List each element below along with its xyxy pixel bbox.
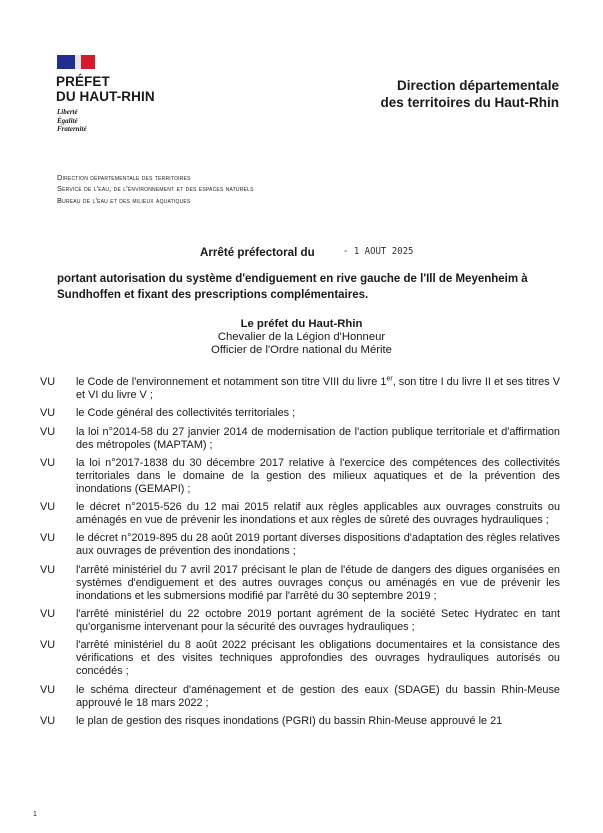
vu-text-main: la loi n°2014-58 du 27 janvier 2014 de modernisation de l'action publique territoriale et d'affirmation des métropoles (MAPTAM) ;	[76, 425, 560, 451]
vu-text	[76, 407, 560, 420]
prefet-signatory-block	[0, 318, 603, 357]
arrete-label: Arrêté préfectoral du	[200, 246, 315, 259]
vu-text-main: le Code de l'environnement et notamment son titre VIII du livre 1	[76, 376, 387, 388]
vu-text-main: le plan de gestion des risques inondations (PGRI) du bassin Rhin-Meuse approuvé le 21	[76, 714, 503, 727]
vu-label: VU	[40, 563, 56, 576]
vu-text	[76, 457, 560, 496]
vu-label: VU	[40, 376, 56, 388]
vu-label: VU	[40, 714, 56, 727]
vu-item	[40, 564, 560, 603]
vu-text-main: le schéma directeur d'aménagement et de gestion des eaux (SDAGE) du bassin Rhin-Meuse approuvé le 18 mars 2022 ;	[76, 683, 560, 709]
prefet-line-2: DU HAUT-RHIN	[56, 89, 155, 104]
service-line-1: Direction départementale des territoires	[57, 173, 191, 182]
vu-text	[76, 639, 560, 678]
marianne-flag-icon	[57, 55, 97, 69]
vu-text	[76, 376, 560, 402]
vu-text-main: le Code général des collectivités territoriales ;	[76, 407, 296, 420]
vu-item	[40, 715, 560, 728]
vu-text-main: le décret n°2019-895 du 28 août 2019 portant diverses dispositions d'adaptation des règles relatives aux ouvrages de prévention des inondations ;	[76, 532, 560, 558]
motto-egalite: Égalité	[57, 116, 78, 125]
direction-line-2: des territoires du Haut-Rhin	[380, 95, 559, 110]
vu-text-main: la loi n°2017-1838 du 30 décembre 2017 relative à l'exercice des compétences des collectivités territoriales dans le domaine de la gestion des milieux aquatiques et de la prévention des inondations (GEMAPI) ;	[76, 456, 560, 495]
vu-text	[76, 715, 560, 728]
vu-text-main: l'arrêté ministériel du 7 avril 2017 précisant le plan de l'étude de dangers des digues organisées en systèmes d'endiguement et des autres ouvrages conçus ou aménagés en vue de prévenir les inondations et les submersions modifié par l'arrêté du 30 septembre 2019 ;	[76, 563, 560, 602]
vu-label: VU	[40, 456, 56, 469]
arrete-title: portant autorisation du système d'endiguement en rive gauche de l'Ill de Meyenheim à Sundhoffen et fixant des prescriptions complémentaires.	[57, 273, 528, 301]
service-line-3: Bureau de l'eau et des milieux aquatiques	[57, 195, 191, 205]
page-number: 1	[33, 811, 37, 818]
issuing-direction	[380, 77, 559, 111]
prefet-line-1: PRÉFET	[56, 74, 110, 89]
vu-label: VU	[40, 425, 56, 438]
vu-item	[40, 426, 560, 452]
service-block	[57, 172, 254, 206]
prefet-distinction-2: Officier de l'Ordre national du Mérite	[211, 344, 392, 356]
direction-line-1: Direction départementale	[396, 78, 559, 93]
vu-text	[76, 501, 560, 527]
vu-text	[76, 532, 560, 558]
vu-label: VU	[40, 501, 56, 514]
vu-label: VU	[40, 608, 56, 621]
motto-liberte: Liberté	[57, 108, 78, 116]
prefecture-name	[56, 74, 155, 104]
vu-label: VU	[40, 639, 56, 652]
vu-text-main: le décret n°2015-526 du 12 mai 2015 relatif aux règles applicables aux ouvrages construits ou aménagés en vue de prévenir les inondations et aux règles de sûreté des ouvrages hydrauliques ;	[76, 501, 560, 527]
vu-label: VU	[40, 532, 56, 545]
republic-motto	[57, 108, 87, 134]
vu-text-main: l'arrêté ministériel du 8 août 2022 précisant les obligations documentaires et la consistance des vérifications et des visites techniques approfondies des ouvrages hydrauliques autorisés ou concédés ;	[76, 639, 560, 678]
prefet-distinction-1: Chevalier de la Légion d'Honneur	[217, 331, 386, 343]
service-line-2: Service de l'eau, de l'environnement et des espaces naturels	[57, 184, 254, 194]
vu-text	[76, 426, 560, 452]
vu-label: VU	[40, 683, 56, 696]
vu-text-continuation: , son titre I du livre II et ses titres V et VI du livre V ;	[76, 376, 560, 401]
vu-list	[40, 376, 560, 733]
vu-item	[40, 532, 560, 558]
vu-item	[40, 608, 560, 634]
vu-text	[76, 684, 560, 710]
vu-item	[40, 639, 560, 678]
vu-item	[40, 376, 560, 402]
vu-item	[40, 501, 560, 527]
date-stamp: - 1 AOUT 2025	[343, 246, 414, 257]
motto-fraternite: Fraternité	[57, 125, 87, 133]
vu-item	[40, 457, 560, 496]
vu-item	[40, 684, 560, 710]
vu-label: VU	[40, 407, 56, 420]
vu-text	[76, 564, 560, 603]
vu-item	[40, 407, 560, 420]
vu-text	[76, 608, 560, 634]
prefet-title: Le préfet du Haut-Rhin	[240, 318, 363, 330]
vu-text-main: l'arrêté ministériel du 22 octobre 2019 portant agrément de la société Setec Hydratec en tant qu'organisme intervenant pour la sécurité des ouvrages hydrauliques ;	[76, 608, 560, 634]
vu-text-superscript: er	[386, 375, 393, 383]
